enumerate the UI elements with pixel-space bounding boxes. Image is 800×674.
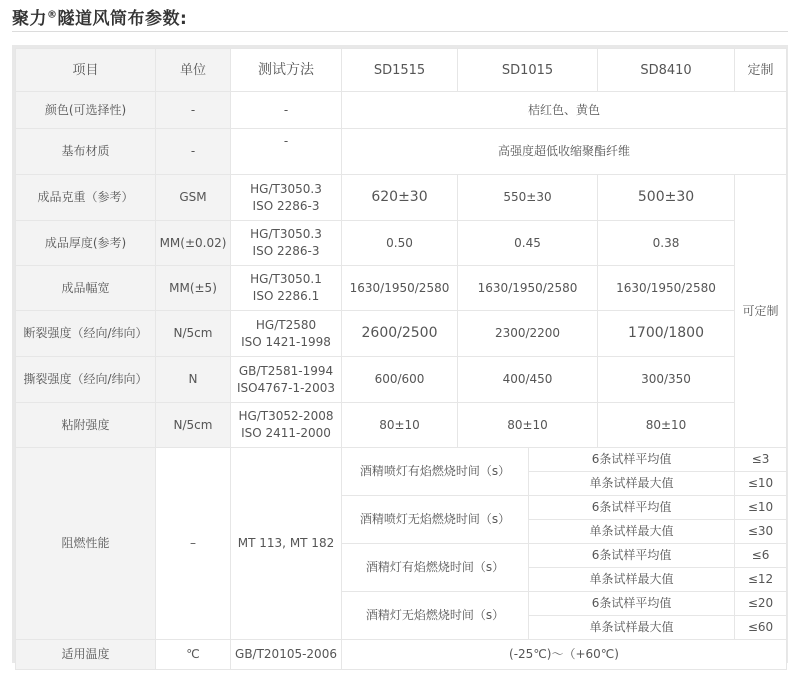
row-value-sd1015: 2300/2200 <box>458 311 598 357</box>
row-method: GB/T2581-1994 ISO4767-1-2003 <box>231 357 342 403</box>
flame-avg-value: ≤20 <box>735 592 787 616</box>
flame-unit: – <box>156 448 231 640</box>
flame-max-label: 单条试样最大值 <box>529 520 735 544</box>
table-row <box>16 357 787 403</box>
row-value-sd8410: 0.38 <box>598 221 735 266</box>
spec-table <box>15 48 787 670</box>
row-unit: N/5cm <box>156 403 231 448</box>
row-unit: MM(±5) <box>156 266 231 311</box>
row-method: HG/T3050.3 ISO 2286-3 <box>231 221 342 266</box>
title-divider <box>12 31 788 32</box>
header-unit: 单位 <box>156 49 231 92</box>
row-value-sd1515: 0.50 <box>342 221 458 266</box>
header-sd8410: SD8410 <box>598 49 735 92</box>
row-unit: GSM <box>156 175 231 221</box>
row-method: HG/T3050.3 ISO 2286-3 <box>231 175 342 221</box>
row-value-sd1015: 550±30 <box>458 175 598 221</box>
flame-avg-value: ≤6 <box>735 544 787 568</box>
flame-test-name: 酒精灯有焰燃烧时间（s） <box>342 544 529 592</box>
flame-row <box>16 448 787 472</box>
row-value-sd8410: 80±10 <box>598 403 735 448</box>
header-sd1015: SD1015 <box>458 49 598 92</box>
row-label: 基布材质 <box>16 129 156 175</box>
row-value-sd1515: 80±10 <box>342 403 458 448</box>
flame-max-value: ≤10 <box>735 472 787 496</box>
row-label: 成品幅宽 <box>16 266 156 311</box>
flame-max-label: 单条试样最大值 <box>529 616 735 640</box>
row-label: 粘附强度 <box>16 403 156 448</box>
row-value-sd1515: 1630/1950/2580 <box>342 266 458 311</box>
row-value-sd1015: 80±10 <box>458 403 598 448</box>
row-unit: N <box>156 357 231 403</box>
row-value-sd1515: 620±30 <box>342 175 458 221</box>
table-row <box>16 403 787 448</box>
flame-avg-value: ≤3 <box>735 448 787 472</box>
row-method: - <box>231 92 342 129</box>
flame-max-value: ≤60 <box>735 616 787 640</box>
page-title: 聚力®隧道风筒布参数: <box>12 9 188 29</box>
flame-avg-label: 6条试样平均值 <box>529 544 735 568</box>
header-method: 测试方法 <box>231 49 342 92</box>
row-unit: MM(±0.02) <box>156 221 231 266</box>
row-label: 成品克重（参考） <box>16 175 156 221</box>
flame-avg-label: 6条试样平均值 <box>529 496 735 520</box>
table-row <box>16 175 787 221</box>
row-value-sd8410: 300/350 <box>598 357 735 403</box>
flame-test-name: 酒精喷灯有焰燃烧时间（s） <box>342 448 529 496</box>
flame-max-label: 单条试样最大值 <box>529 472 735 496</box>
row-value-sd8410: 1700/1800 <box>598 311 735 357</box>
header-item: 项目 <box>16 49 156 92</box>
flame-max-value: ≤12 <box>735 568 787 592</box>
flame-method: MT 113, MT 182 <box>231 448 342 640</box>
flame-avg-label: 6条试样平均值 <box>529 448 735 472</box>
custom-value: 可定制 <box>735 175 787 448</box>
flame-max-label: 单条试样最大值 <box>529 568 735 592</box>
row-value-sd1515: 600/600 <box>342 357 458 403</box>
row-unit: - <box>156 129 231 175</box>
table-row <box>16 266 787 311</box>
row-value-sd1515: 2600/2500 <box>342 311 458 357</box>
row-value-sd1015: 1630/1950/2580 <box>458 266 598 311</box>
row-value: 桔红色、黄色 <box>342 92 787 129</box>
row-method: - <box>231 129 342 175</box>
header-custom: 定制 <box>735 49 787 92</box>
row-label: 断裂强度（经向/纬向） <box>16 311 156 357</box>
table-row <box>16 129 787 175</box>
table-row <box>16 221 787 266</box>
row-value-sd1015: 0.45 <box>458 221 598 266</box>
row-value: (-25℃)～（+60℃) <box>342 640 787 670</box>
flame-max-value: ≤30 <box>735 520 787 544</box>
header-sd1515: SD1515 <box>342 49 458 92</box>
flame-test-name: 酒精灯无焰燃烧时间（s） <box>342 592 529 640</box>
row-label: 撕裂强度（经向/纬向） <box>16 357 156 403</box>
flame-avg-label: 6条试样平均值 <box>529 592 735 616</box>
row-value: 高强度超低收缩聚酯纤维 <box>342 129 787 175</box>
row-method: GB/T20105-2006 <box>231 640 342 670</box>
row-label: 颜色(可选择性) <box>16 92 156 129</box>
flame-label: 阻燃性能 <box>16 448 156 640</box>
row-method: HG/T3052-2008 ISO 2411-2000 <box>231 403 342 448</box>
row-unit: N/5cm <box>156 311 231 357</box>
row-value-sd8410: 1630/1950/2580 <box>598 266 735 311</box>
table-row <box>16 92 787 129</box>
header-row <box>16 49 787 92</box>
table-row <box>16 311 787 357</box>
row-unit: ℃ <box>156 640 231 670</box>
flame-test-name: 酒精喷灯无焰燃烧时间（s） <box>342 496 529 544</box>
flame-avg-value: ≤10 <box>735 496 787 520</box>
row-label: 适用温度 <box>16 640 156 670</box>
row-method: HG/T2580 ISO 1421-1998 <box>231 311 342 357</box>
row-value-sd1015: 400/450 <box>458 357 598 403</box>
row-value-sd8410: 500±30 <box>598 175 735 221</box>
row-label: 成品厚度(参考) <box>16 221 156 266</box>
row-unit: - <box>156 92 231 129</box>
table-row <box>16 640 787 670</box>
row-method: HG/T3050.1 ISO 2286.1 <box>231 266 342 311</box>
